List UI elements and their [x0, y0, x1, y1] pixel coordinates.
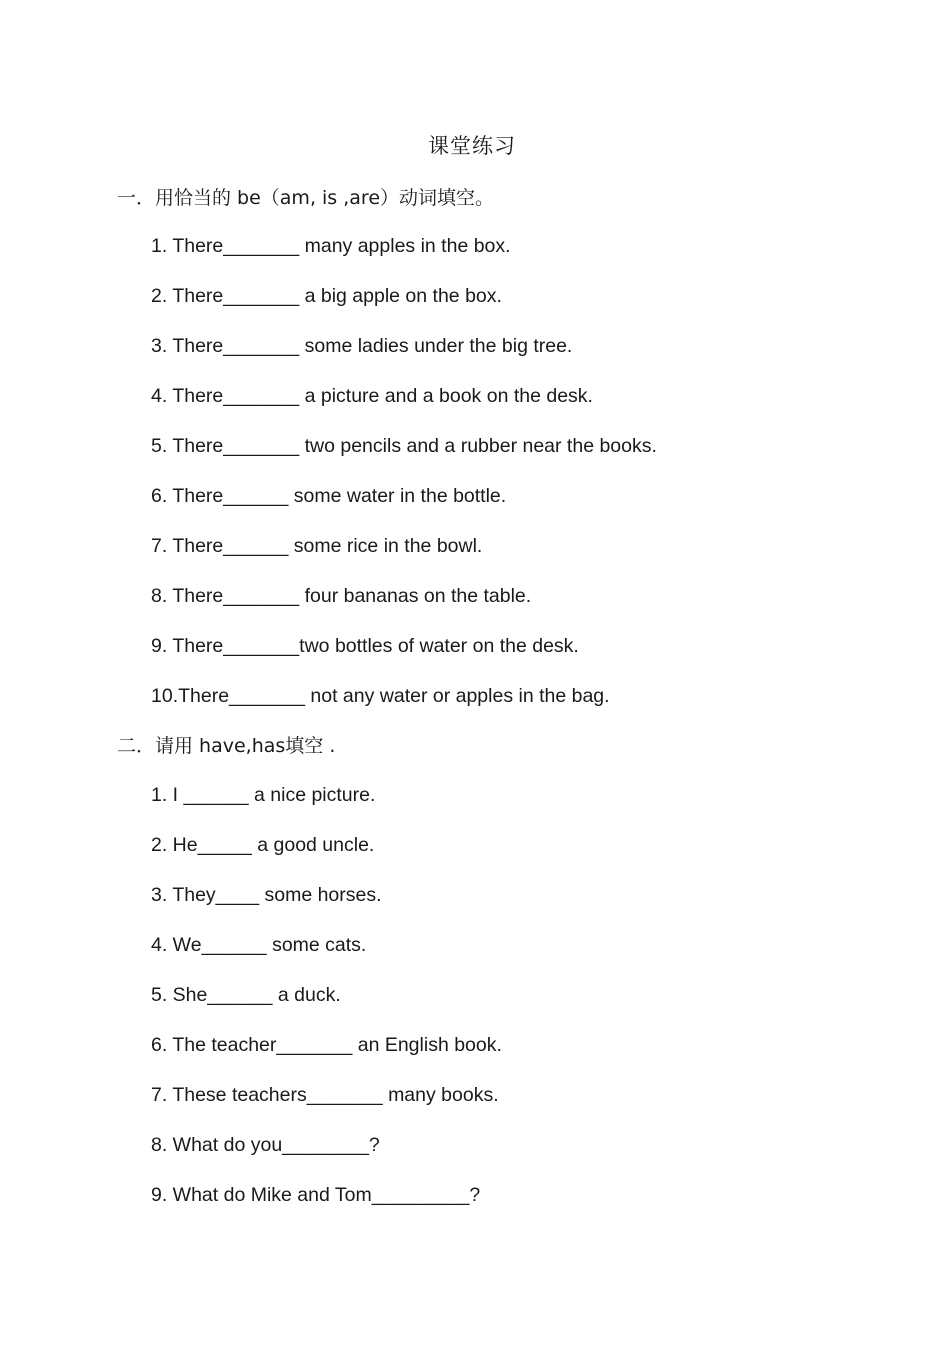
exercise-item: 4. There_______ a picture and a book on the desk.: [151, 385, 593, 407]
exercise-item: 1. There_______ many apples in the box.: [151, 235, 511, 257]
exercise-item: 7. There______ some rice in the bowl.: [151, 535, 483, 557]
exercise-item: 2. There_______ a big apple on the box.: [151, 285, 502, 307]
section-1-heading: 一．用恰当的 be（am, is ,are）动词填空。: [117, 187, 495, 209]
exercise-item: 8. There_______ four bananas on the table.: [151, 585, 532, 607]
exercise-item: 8. What do you________?: [151, 1134, 380, 1156]
exercise-item: 3. They____ some horses.: [151, 884, 382, 906]
exercise-item: 10.There_______ not any water or apples in the bag.: [151, 685, 610, 707]
exercise-item: 6. The teacher_______ an English book.: [151, 1034, 502, 1056]
exercise-item: 6. There______ some water in the bottle.: [151, 485, 507, 507]
exercise-item: 9. What do Mike and Tom_________?: [151, 1184, 481, 1206]
exercise-item: 5. There_______ two pencils and a rubber near the books.: [151, 435, 657, 457]
exercise-item: 3. There_______ some ladies under the big tree.: [151, 335, 573, 357]
exercise-item: 5. She______ a duck.: [151, 984, 341, 1006]
exercise-item: 2. He_____ a good uncle.: [151, 834, 375, 856]
exercise-item: 9. There_______two bottles of water on the desk.: [151, 635, 579, 657]
section-2-exercise-list: [151, 782, 502, 1232]
section-2-heading: 二．请用 have,has填空 .: [117, 735, 336, 757]
exercise-item: 7. These teachers_______ many books.: [151, 1084, 499, 1106]
page-title: 课堂练习: [428, 134, 516, 158]
exercise-item: 4. We______ some cats.: [151, 934, 367, 956]
section-1-exercise-list: [151, 233, 657, 733]
exercise-item: 1. I ______ a nice picture.: [151, 784, 376, 806]
